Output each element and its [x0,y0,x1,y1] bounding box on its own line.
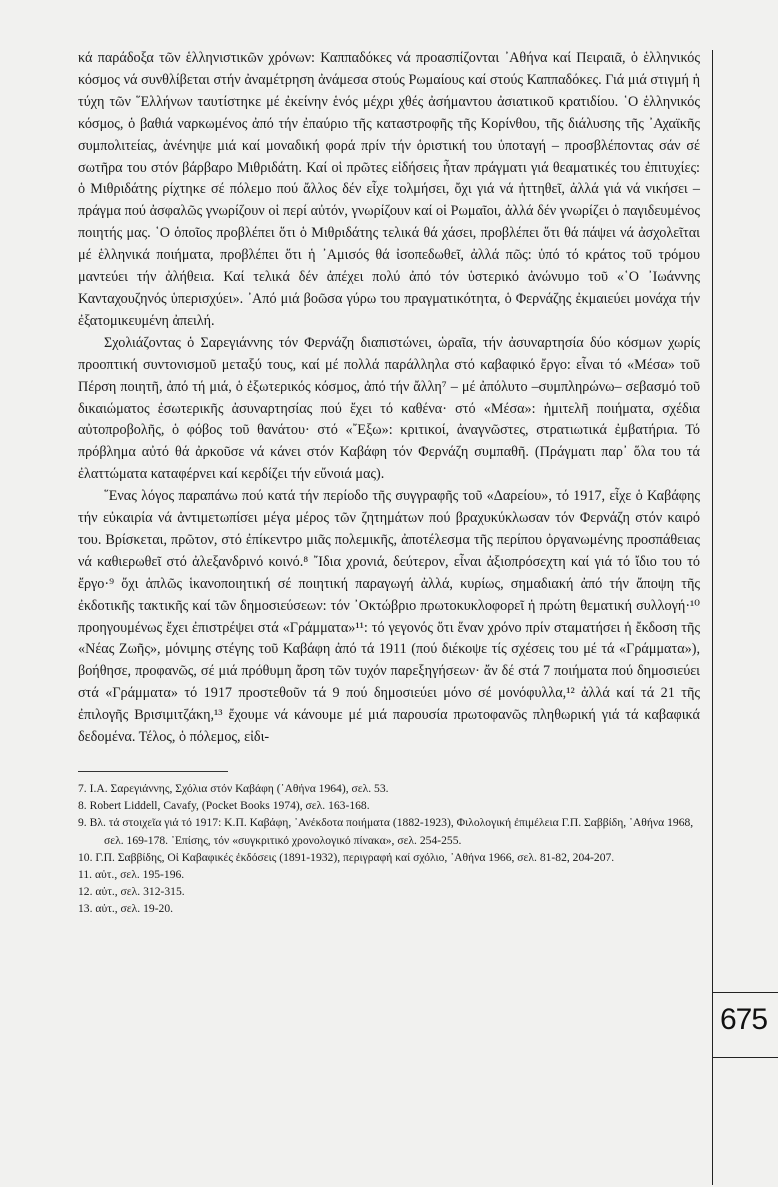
footnote: 10. Γ.Π. Σαββίδης, Οἱ Καβαφικές ἐκδόσεις (1891-1932), περιγραφή καί σχόλιο, ᾿Αθήνα 1966, σελ. 81-82, 204-207. [78,850,615,864]
page-content [78,48,700,918]
paragraph: Σχολιάζοντας ὁ Σαρεγιάννης τόν Φερνάζη διαπιστώνει, ὡραῖα, τήν ἀσυναρτησία δύο κόσμων χωρίς προοπτική συντονισμοῦ μεταξύ τους, καί μέ πολλά παράλληλα στό καβαφικό ἔργο: εἶναι τό «Μέσα» τοῦ Πέρση ποιητῆ, ἀπό τή μιά, ὁ ἐξωτερικός κόσμος, ἀπό τήν ἄλλη⁷ – μέ ἀπόλυτο –συμπληρώνω– σεβασμό τοῦ δικαιώματος ἐσωτερικῆς ἀσυναρτησίας πού ἔχει τό καθένα· στό «Μέσα»: ἡμιτελῆ ποιήματα, σχέδια αὐτοπροβολῆς, ὁ φόβος τοῦ θανάτου· στό «῎Εξω»: κριτικοί, ἀναγνῶστες, στρατιωτικά ἐμβατήρια. Τό πρόβλημα αὐτό θά ἀρκοῦσε νά κάνει στόν Καβάφη τόν Φερνάζη συμπαθῆ. (Πράγματι παρ᾽ ὅλα του τά ἐλαττώματα καταφέρνει καί κερδίζει τήν εὔνοιά μας). [78,334,700,483]
footnote: 11. αὐτ., σελ. 195-196. [78,868,185,882]
footnote: 13. αὐτ., σελ. 19-20. [78,902,174,916]
footnote: 9. Βλ. τά στοιχεῖα γιά τό 1917: Κ.Π. Καβάφη, ᾿Ανέκδοτα ποιήματα (1882-1923), Φιλολογική ἐπιμέλεια Γ.Π. Σαββίδη, ᾿Αθήνα 1968, σελ. 169-178. ᾿Επίσης, τόν «συγκριτικό χρονολογικό πίνακα», σελ. 254-255. [78,816,694,847]
paragraph: κά παράδοξα τῶν ἑλληνιστικῶν χρόνων: Καππαδόκες νά προασπίζονται ᾿Αθήνα καί Πειραιᾶ, ὁ ἑλληνικός κόσμος νά συνθλίβεται στήν ἀναμέτρηση ἀνάμεσα στούς Ρωμαίους καί στούς Καππαδόκες. Γιά μιά στιγμή ἡ τύχη τῶν ῞Ελλήνων ταυτίστηκε μέ ἐκείνην ἑνός μέχρι χθές ἀσήμαντου ἀσιατικοῦ κρατιδίου. ῾Ο ἑλληνικός κόσμος, ὁ βαθιά ναρκωμένος ἀπό τήν ἐπαύριο τῆς καταστροφῆς τῆς Κορίνθου, τῆς διάλυσης τῆς ᾿Αχαϊκῆς συμπολιτείας, ἀνένηψε μιά καί μοναδική φορά πρίν τήν ὁριστική του ὑποταγή – προσβλέποντας σάν σέ σωτῆρα του στόν βάρβαρο Μιθριδάτη. Καί οἱ πρῶτες εἰδήσεις ἦταν πράγματι γιά θεαματικές του ἐπιτυχίες: ὁ Μιθριδάτης ρίχτηκε σέ πόλεμο πού ἄλλος δέν εἶχε τολμήσει, ὄχι γιά νά ἡττηθεῖ, ἀλλά γιά νά νικήσει – πράγμα πού ἀσφαλῶς γνωρίζουν οἱ περί αὐτόν, γνωρίζουν καί οἱ Ρωμαῖοι, ἀλλά δέν γνωρίζει ὁ παγιδευμένος ποιητής μας. ῾Ο ὁποῖος προβλέπει ὅτι ὁ Μιθριδάτης τελικά θά χάσει, προβλέπει ὅτι θά πάψει νά ἀσχολεῖται μέ ἑλληνικά ποιήματα, προβλέπει ὅτι ἡ ᾿Αμισός θά ἰσοπεδωθεῖ, ἀλλά πῶς: ὑπό τό κράτος τοῦ τρόμου μαντεύει τήν ἀλήθεια. Καί τελικά δέν ἀπέχει πολύ ἀπό τόν ὑστερικό ἀνώνυμο τοῦ «῾Ο ᾿Ιωάννης Κανταχουζηνός ὑπερισχύει». ᾿Από μιά βοῶσα γύρω του πραγματικότητα, ὁ Φερνάζης ἐκμαιεύει μονάχα τήν ἐξατομικευμένη ἀπειλή. [78,50,700,329]
paragraph: ῞Ενας λόγος παραπάνω πού κατά τήν περίοδο τῆς συγγραφῆς τοῦ «Δαρείου», τό 1917, εἶχε ὁ Καβάφης τήν εὐκαιρία νά ἀντιμετωπίσει μέγα μέρος τῶν ζητημάτων πού βραχυκύκλωσαν τόν Φερνάζη στόν καιρό του. Βρίσκεται, πρῶτον, στό ἐπίκεντρο μιᾶς πολεμικῆς, ἀποτέλεσμα τῆς περίπου ὀργανωμένης προσπάθειας νά καθιερωθεῖ στό ἀλεξανδρινό κοινό.⁸ ῎Ιδια χρονιά, δεύτερον, εἶναι ἀξιοπρόσεχτη καί γιά τό ἴδιο του τό ἔργο·⁹ ὄχι ἁπλῶς ἱκανοποιητική σέ ποιητική παραγωγή ἀλλά, κυρίως, σημαδιακή ἀπό τήν ἄποψη τῆς ἐκδοτικῆς τακτικῆς καί τῶν δημοσιεύσεων: τόν ᾿Οκτώβριο πρωτοκυκλοφορεῖ ἡ πρώτη θεματική συλλογή·¹⁰ προηγουμένως ἔχει ἐπιστρέψει στά «Γράμματα»¹¹: τό γεγονός ὅτι ἕναν χρόνο πρίν σταματήσει ἡ ἔκδοση τῆς «Νέας Ζωῆς», μόνιμης στέγης τοῦ Καβάφη ἀπό τά 1911 (πού διέκοψε τίς σχέσεις του μέ τά «Γράμματα»), βοήθησε, προφανῶς, σέ μιά πρόθυμη ἄρση τῶν τυχόν παρεξηγήσεων· ἄν δέ στά 7 ποιήματα πού δημοσιεύει στά «Γράμματα» τό 1917 προστεθοῦν τά 9 πού δημοσιεύει μόνο σέ μονόφυλλα,¹² ἀλλά καί τά 21 τῆς ἐπιλογῆς Βρισιμιτζάκη,¹³ ἔχουμε νά κάνουμε μέ μιά παρουσία πρωτοφανῶς πληθωρική γιά τά καβαφικά δεδομένα. Τέλος, ὁ πόλεμος, εἰδι- [78,488,700,746]
footnote-divider [78,771,228,772]
footnote: 12. αὐτ., σελ. 312-315. [78,885,185,899]
footnotes [78,780,700,918]
footnote: 8. Robert Liddell, Cavafy, (Pocket Books 1974), σελ. 163-168. [78,799,370,813]
page-number: 675 [720,1003,768,1036]
body-text [78,48,700,749]
footnote: 7. Ι.Α. Σαρεγιάννης, Σχόλια στόν Καβάφη (᾿Αθήνα 1964), σελ. 53. [78,782,389,795]
